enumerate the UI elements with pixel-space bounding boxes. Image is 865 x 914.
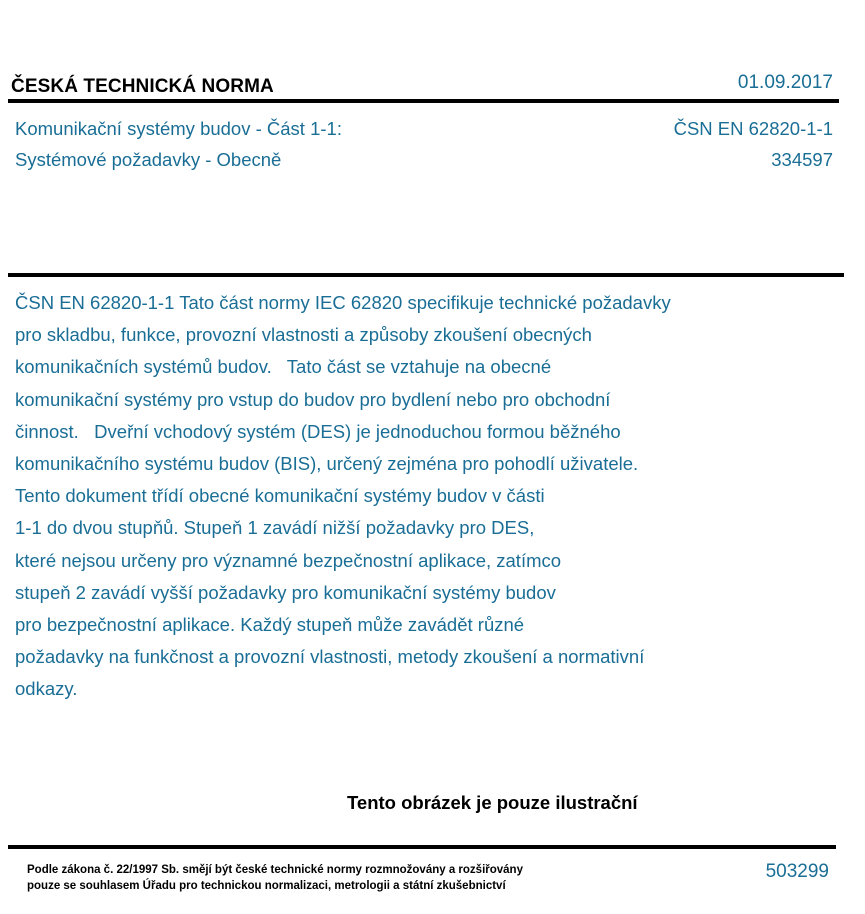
abstract-line: pro skladbu, funkce, provozní vlastnosti a způsoby zkoušení obecných — [15, 324, 592, 346]
bottom-divider — [8, 845, 836, 849]
document-type-title: ČESKÁ TECHNICKÁ NORMA — [11, 76, 274, 97]
abstract-line: komunikačního systému budov (BIS), určený zejména pro pohodlí uživatele. — [15, 453, 639, 475]
standard-title-line-1: Komunikační systémy budov - Část 1-1: — [15, 118, 342, 139]
document-number: 503299 — [765, 861, 829, 882]
legal-notice-line-1: Podle zákona č. 22/1997 Sb. smějí být české technické normy rozmnožovány a rozšiřovány — [27, 864, 523, 876]
abstract-line: 1-1 do dvou stupňů. Stupeň 1 zavádí nižší požadavky pro DES, — [15, 517, 535, 539]
abstract — [15, 287, 815, 706]
abstract-line: ČSN EN 62820-1-1 Tato část normy IEC 62820 specifikuje technické požadavky — [15, 292, 671, 313]
top-divider — [8, 99, 839, 103]
catalog-number: 334597 — [771, 149, 833, 170]
abstract-line: činnost. Dveřní vchodový systém (DES) je jednoduchou formou běžného — [15, 420, 621, 442]
standard-title-line-2: Systémové požadavky - Obecně — [15, 149, 282, 170]
abstract-line: stupeň 2 zavádí vyšší požadavky pro komunikační systémy budov — [15, 581, 556, 603]
abstract-line: komunikační systémy pro vstup do budov pro bydlení nebo pro obchodní — [15, 388, 611, 410]
legal-notice — [27, 863, 523, 894]
publication-date: 01.09.2017 — [737, 72, 833, 93]
standard-code: ČSN EN 62820-1-1 — [673, 118, 833, 139]
abstract-line: které nejsou určeny pro významné bezpečnostní aplikace, zatímco — [15, 549, 562, 571]
legal-notice-line-2: pouze se souhlasem Úřadu pro technickou normalizaci, metrologii a státní zkušebnictví — [27, 879, 506, 892]
abstract-line: odkazy. — [15, 678, 78, 700]
illustration-notice: Tento obrázek je pouze ilustrační — [347, 792, 638, 813]
abstract-line: pro bezpečnostní aplikace. Každý stupeň může zavádět různé — [15, 614, 525, 636]
abstract-line: Tento dokument třídí obecné komunikační systémy budov v části — [15, 485, 545, 507]
abstract-line: požadavky na funkčnost a provozní vlastnosti, metody zkoušení a normativní — [15, 646, 645, 668]
middle-divider — [8, 273, 844, 277]
abstract-line: komunikačních systémů budov. Tato část se vztahuje na obecné — [15, 356, 552, 378]
